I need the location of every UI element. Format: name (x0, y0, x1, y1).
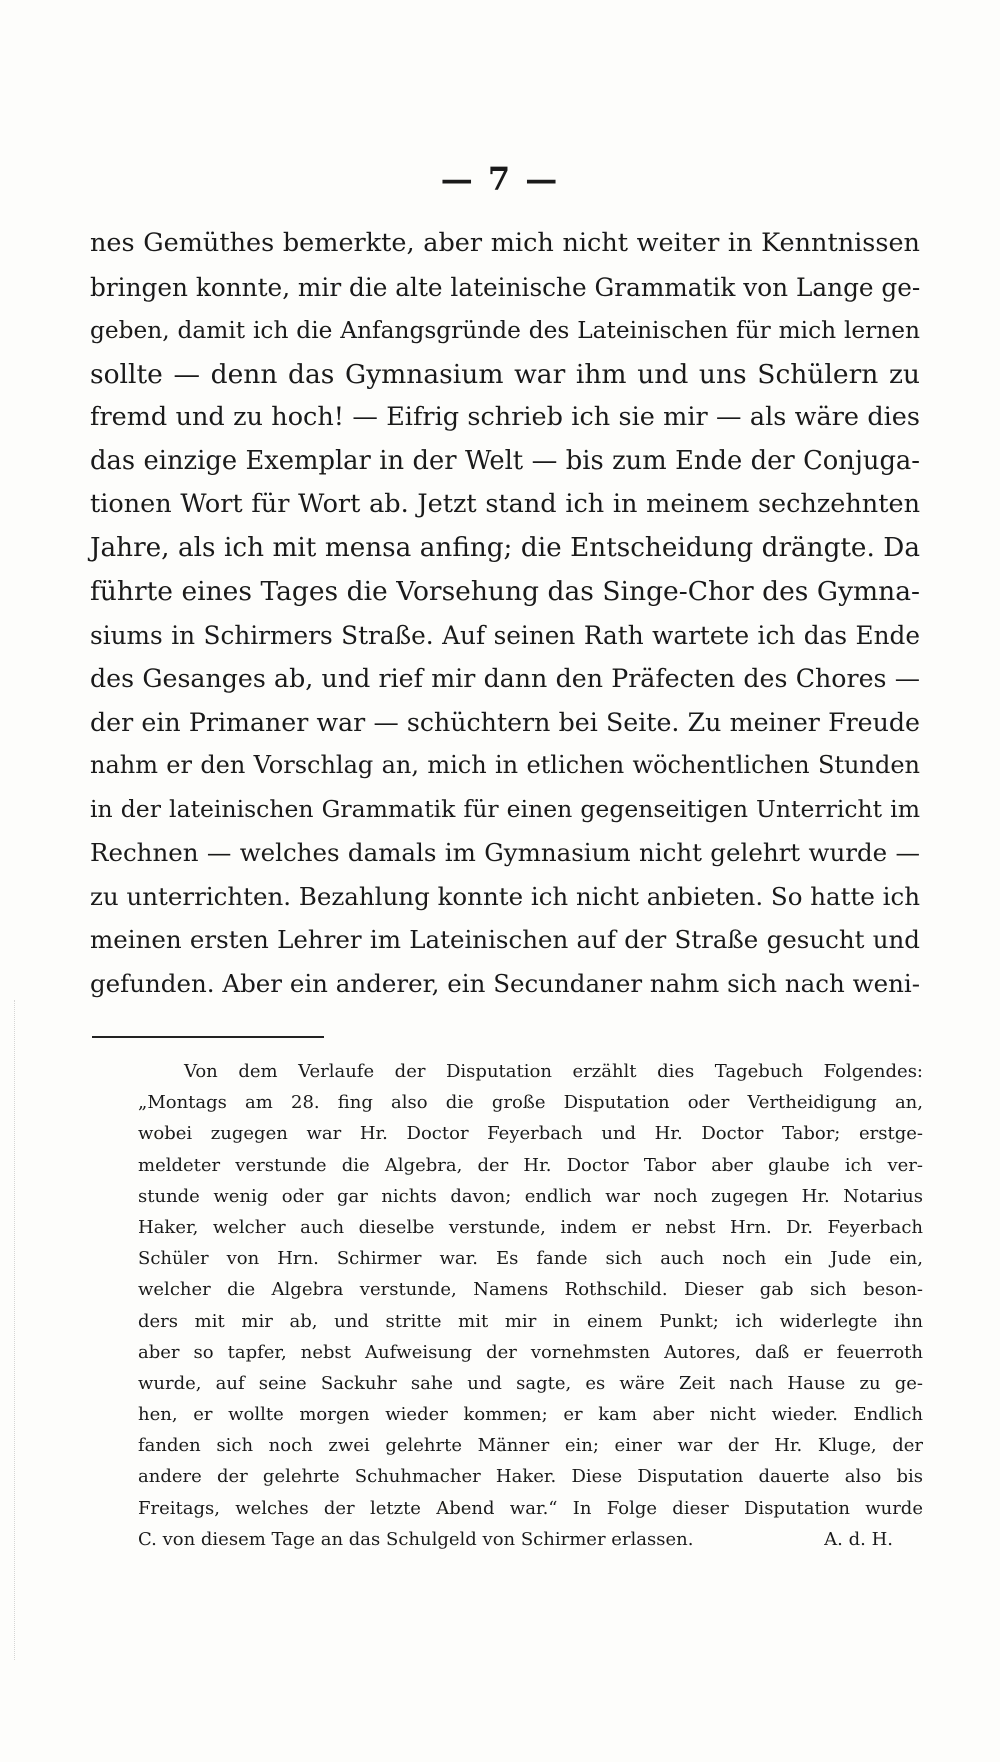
main-text-block (90, 222, 920, 1005)
footnote-line: „Montags am 28. fing also die große Disputation oder Vertheidigung an, (138, 1092, 923, 1114)
footnote-line: ders mit mir ab, und stritte mit mir in einem Punkt; ich widerlegte ihn (138, 1310, 923, 1332)
footnote-line: aber so tapfer, nebst Aufweisung der vornehmsten Autores, daß er feuerroth (138, 1341, 923, 1363)
footnote-line: Haker, welcher auch dieselbe verstunde, indem er nebst Hrn. Dr. Feyerbach (138, 1216, 923, 1238)
footnote-last-line (138, 1524, 923, 1555)
text-line: Jahre, als ich mit mensa anfing; die Entscheidung drängte. Da (90, 532, 920, 563)
text-line: bringen konnte, mir die alte lateinische Grammatik von Lange ge- (90, 272, 921, 302)
text-line: zu unterrichten. Bezahlung konnte ich nicht anbieten. So hatte ich (90, 881, 920, 911)
text-line: geben, damit ich die Anfangsgründe des Lateinischen für mich lernen (90, 317, 920, 344)
text-line: in der lateinischen Grammatik für einen gegenseitigen Unterricht im (90, 794, 920, 823)
footnote-line: Schüler von Hrn. Schirmer war. Es fande sich auch noch ein Jude ein, (138, 1248, 923, 1270)
footnote-line: meldeter verstunde die Algebra, der Hr. Doctor Tabor aber glaube ich ver- (138, 1154, 923, 1176)
text-line: der ein Primaner war — schüchtern bei Seite. Zu meiner Freude (90, 707, 920, 737)
text-line: nes Gemüthes bemerkte, aber mich nicht weiter in Kenntnissen (90, 228, 920, 258)
text-line: sollte — denn das Gymnasium war ihm und uns Schülern zu (90, 358, 920, 390)
footnote-divider (92, 1036, 324, 1038)
text-line: das einzige Exemplar in der Welt — bis zum Ende der Conjuga- (90, 445, 920, 476)
text-line: tionen Wort für Wort ab. Jetzt stand ich in meinem sechzehnten (90, 489, 920, 519)
scan-margin-specks (14, 1000, 21, 1660)
text-line: fremd und zu hoch! — Eifrig schrieb ich sie mir — als wäre dies (90, 402, 920, 432)
text-line: nahm er den Vorschlag an, mich in etlichen wöchentlichen Stunden (90, 751, 920, 779)
footnote-line: wobei zugegen war Hr. Doctor Feyerbach und Hr. Doctor Tabor; erstge- (138, 1123, 923, 1145)
footnote-closing-text: C. von diesem Tage an das Schulgeld von Schirmer erlassen. (138, 1528, 694, 1550)
footnote-line: welcher die Algebra verstunde, Namens Rothschild. Dieser gab sich beson- (138, 1279, 923, 1301)
footnote-line: stunde wenig oder gar nichts davon; endlich war noch zugegen Hr. Notarius (138, 1185, 923, 1207)
footnote-line: Freitags, welches der letzte Abend war.“ In Folge dieser Disputation wurde (138, 1497, 923, 1519)
footnote-line: hen, er wollte morgen wieder kommen; er kam aber nicht wieder. Endlich (138, 1404, 923, 1426)
text-line: gefunden. Aber ein anderer, ein Secundaner nahm sich nach weni- (90, 968, 920, 998)
footnote-line: wurde, auf seine Sackuhr sahe und sagte, es wäre Zeit nach Hause zu ge- (138, 1372, 923, 1394)
text-line: führte eines Tages die Vorsehung das Singe-Chor des Gymna- (90, 576, 920, 607)
text-line: Rechnen — welches damals im Gymnasium nicht gelehrt wurde — (90, 838, 920, 867)
text-line: meinen ersten Lehrer im Lateinischen auf der Straße gesucht und (90, 925, 920, 954)
text-line: siums in Schirmers Straße. Auf seinen Rath wartete ich das Ende (90, 620, 920, 650)
footnote-block (138, 1056, 923, 1555)
text-line: des Gesanges ab, und rief mir dann den Präfecten des Chores — (90, 664, 920, 693)
footnote-line: Von dem Verlaufe der Disputation erzählt dies Tagebuch Folgendes: (184, 1061, 923, 1082)
footnote-line: andere der gelehrte Schuhmacher Haker. Diese Disputation dauerte also bis (138, 1466, 923, 1488)
page-number: — 7 — (440, 160, 560, 198)
editor-signature: A. d. H. (824, 1528, 893, 1550)
footnote-line: fanden sich noch zwei gelehrte Männer ein; einer war der Hr. Kluge, der (138, 1435, 923, 1457)
